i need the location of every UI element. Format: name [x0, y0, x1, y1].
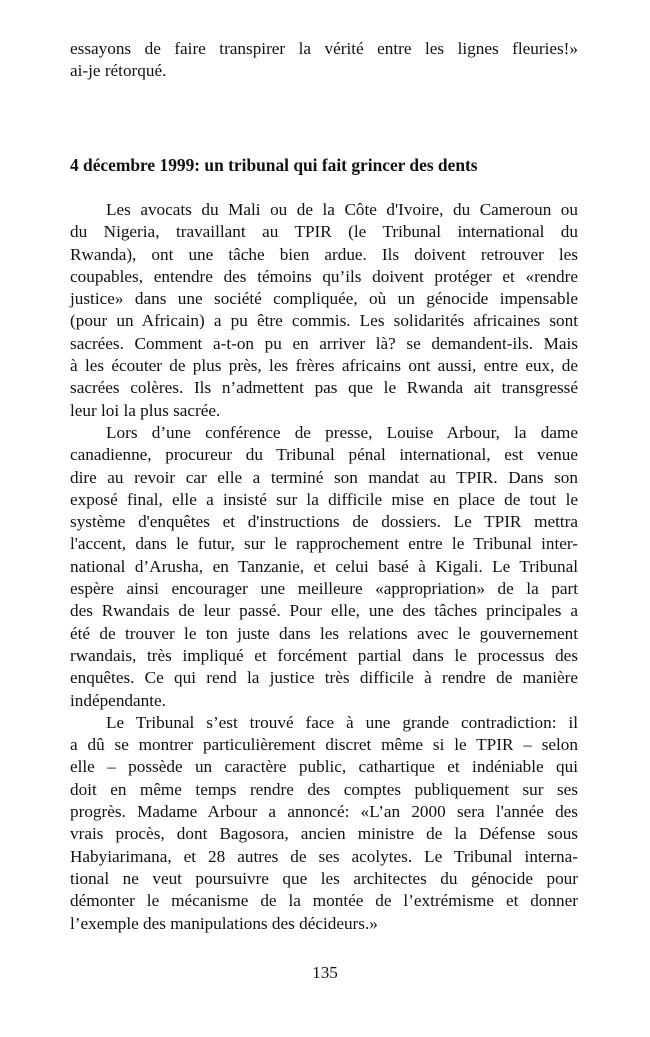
text-line: été de trouver le ton juste dans les relations avec le gouvernement [70, 623, 578, 643]
text-line: essayons de faire transpirer la vérité entre les lignes fleuries!» [70, 39, 578, 58]
paragraph [70, 422, 578, 712]
text-line: Les avocats du Mali ou de la Côte d'Ivoire, du Cameroun ou [106, 200, 578, 219]
text-line: Rwanda), ont une tâche bien ardue. Ils doivent retrouver les [70, 244, 578, 264]
text-line: du Nigeria, travaillant au TPIR (le Tribunal international du [70, 222, 578, 242]
text-line: progrès. Madame Arbour a annoncé: «L’an 2000 sera l'année des [70, 802, 578, 822]
text-line: a dû se montrer particulièrement discret même si le TPIR – selon [70, 735, 578, 755]
text-line: Lors d’une conférence de presse, Louise Arbour, la dame [106, 422, 578, 442]
text-line: enquêtes. Ce qui rend la justice très difficile à rendre de manière [70, 668, 578, 688]
text-line: démonter le mécanisme de la montée de l’extrémisme et donner [70, 891, 578, 911]
text-line: espère ainsi encourager une meilleure «appropriation» de la part [70, 579, 578, 599]
section-heading: 4 décembre 1999: un tribunal qui fait grincer des dents [70, 155, 478, 175]
text-line: Le Tribunal s’est trouvé face à une grande contradiction: il [106, 712, 578, 732]
text-line: dire au revoir car elle a terminé son mandat au TPIR. Dans son [70, 467, 578, 487]
text-line: ai-je rétorqué. [70, 61, 167, 81]
text-line: national d’Arusha, en Tanzanie, et celui basé à Kigali. Le Tribunal [70, 556, 578, 576]
text-line: sacrées. Comment a-t-on pu en arriver là? se demandent-ils. Mais [70, 333, 578, 353]
text-line: sacrées colères. Ils n’admettent pas que le Rwanda ait transgressé [70, 378, 578, 398]
text-line: doit en même temps rendre des comptes publiquement sur ses [70, 779, 578, 799]
paragraph [70, 199, 578, 422]
text-line: Habyiarimana, et 28 autres de ses acolytes. Le Tribunal interna- [70, 846, 578, 866]
text-line: coupables, entendre des témoins qu’ils doivent protéger et «rendre [70, 266, 578, 286]
text-line: l'accent, dans le futur, sur le rapprochement entre le Tribunal inter- [70, 534, 578, 554]
page-number: 135 [312, 963, 338, 982]
text-line: des Rwandais de leur passé. Pour elle, une des tâches principales a [70, 601, 578, 621]
paragraph [70, 712, 578, 935]
text-line: système d'enquêtes et d'instructions de dossiers. Le TPIR mettra [70, 512, 578, 532]
text-line: rwandais, très impliqué et forcément partial dans le processus des [70, 645, 578, 665]
text-line: l’exemple des manipulations des décideurs.» [70, 913, 378, 933]
intro-text [70, 38, 578, 83]
text-line: à les écouter de plus près, les frères africains ont aussi, entre eux, de [70, 356, 578, 376]
text-line: tional ne veut poursuivre que les architectes du génocide pour [70, 868, 578, 888]
text-line: elle – possède un caractère public, cathartique et indéniable qui [70, 757, 578, 777]
text-line: indépendante. [70, 690, 166, 710]
text-line: canadienne, procureur du Tribunal pénal international, est venue [70, 445, 578, 465]
text-line: exposé final, elle a insisté sur la difficile mise en place de tout le [70, 489, 578, 509]
text-line: (pour un Africain) a pu être commis. Les solidarités africaines sont [70, 311, 578, 331]
text-line: justice» dans une société compliquée, où un génocide impensable [70, 289, 578, 309]
text-line: leur loi la plus sacrée. [70, 400, 221, 420]
body-text [70, 199, 578, 935]
text-line: vrais procès, dont Bagosora, ancien ministre de la Défense sous [70, 824, 578, 844]
